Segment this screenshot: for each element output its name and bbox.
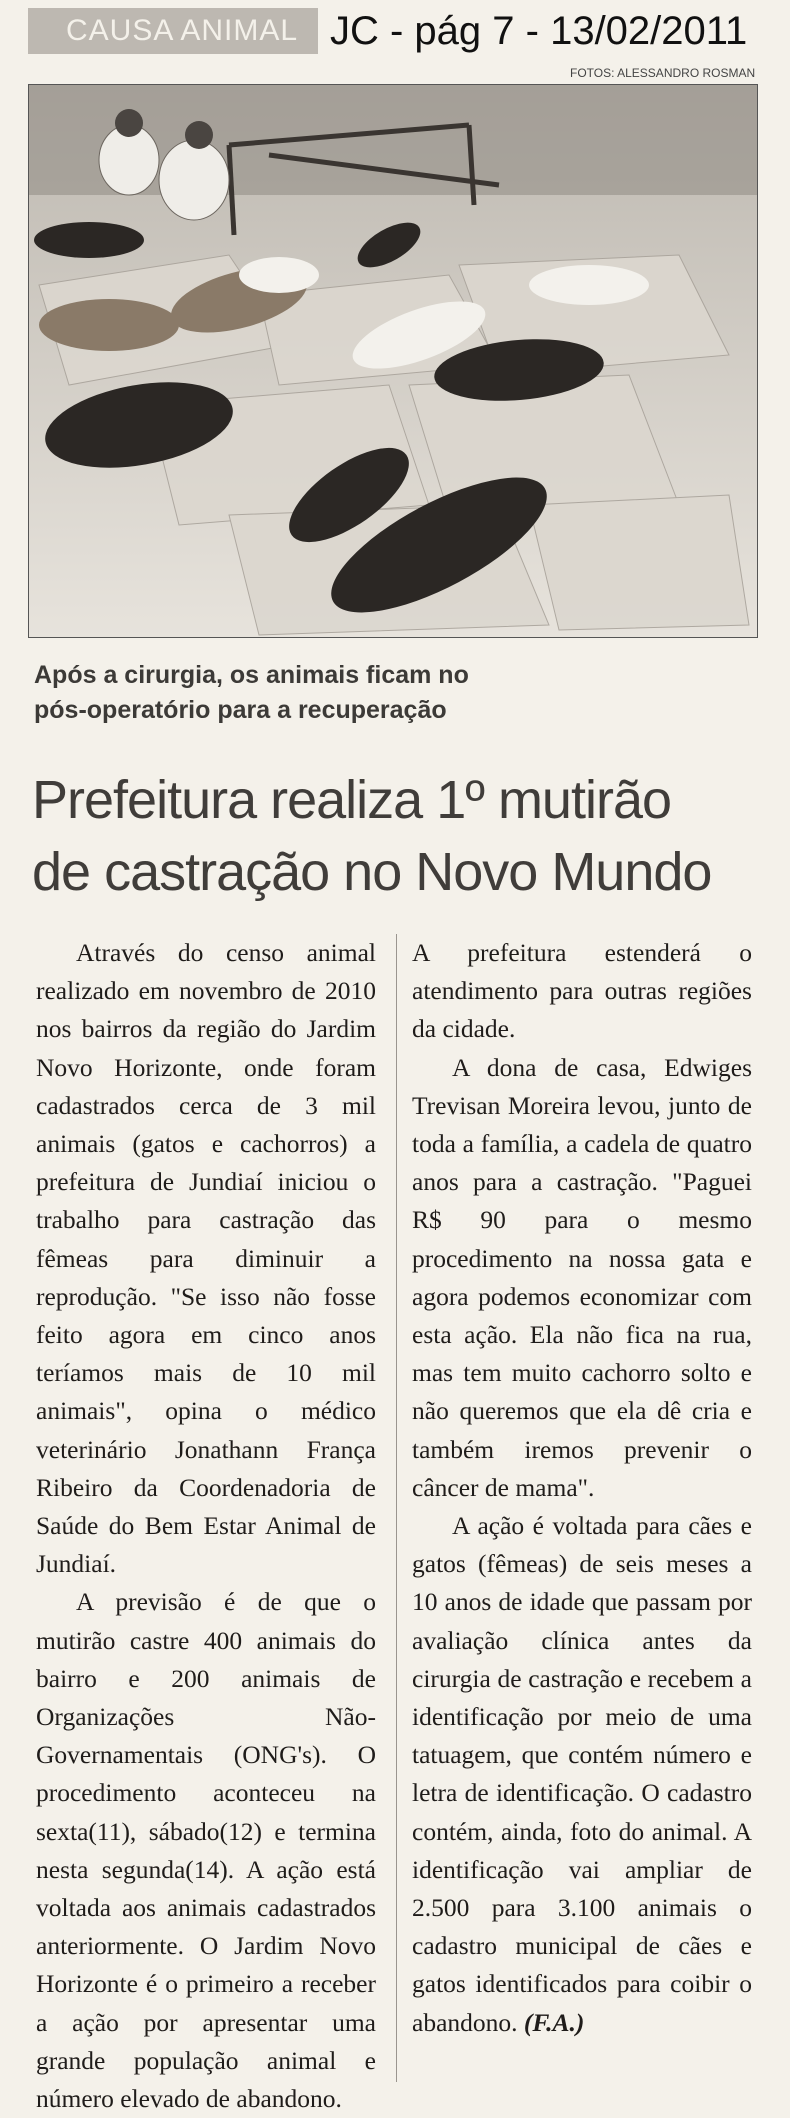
column-divider	[396, 934, 397, 2082]
page-header	[28, 6, 778, 56]
article-column-left	[36, 934, 376, 2118]
paragraph	[412, 1507, 752, 2042]
article-headline	[32, 764, 752, 908]
photo-caption	[34, 658, 734, 728]
paragraph: A prefeitura estenderá o atendimento para outras regiões da cidade.	[412, 938, 752, 1044]
caption-line: pós-operatório para a recuperação	[34, 696, 447, 724]
section-label: CAUSA ANIMAL	[28, 8, 318, 54]
paragraph: A dona de casa, Edwiges Trevisan Moreira levou, junto de toda a família, a cadela de quatro anos para a castração. "Paguei R$ 90 para o mesmo procedimento na nossa gata e agora podemos economizar com esta ação. Ela não fica na rua, mas tem muito cachorro solto e não queremos que ela dê cria e também iremos prevenir o câncer de mama".	[412, 1052, 752, 1502]
author-signature: (F.A.)	[523, 2007, 585, 2037]
headline-line: de castração no Novo Mundo	[32, 842, 712, 902]
paragraph: A previsão é de que o mutirão castre 400 animais do bairro e 200 animais de Organizações Não-Governamentais (ONG's). O procedimento aconteceu na sexta(11), sábado(12) e termina nesta segunda(14). A ação está voltada aos animais cadastrados anteriormente. O Jardim Novo Horizonte é o primeiro a receber a ação por apresentar uma grande população animal e número elevado de abandono.	[36, 1587, 376, 2114]
article-photo	[28, 84, 758, 638]
article-column-right	[412, 934, 752, 2042]
recovery-room-photo	[29, 85, 757, 637]
paragraph-text: A ação é voltada para cães e gatos (fêmeas) de seis meses a 10 anos de idade que passam por avaliação clínica antes da cirurgia de castração e recebem a identificação por meio de uma tatuagem, que contém número e letra de identificação. O cadastro contém, ainda, foto do animal. A identificação vai ampliar de 2.500 para 3.100 animais o cadastro municipal de cães e gatos identificados para coibir o abandono.	[412, 1511, 752, 2037]
page-stamp: JC - pág 7 - 13/02/2011	[330, 9, 748, 53]
caption-line: Após a cirurgia, os animais ficam no	[34, 661, 469, 689]
headline-line: Prefeitura realiza 1º mutirão	[32, 770, 672, 830]
paragraph: Através do censo animal realizado em novembro de 2010 nos bairros da região do Jardim Novo Horizonte, onde foram cadastrados cerca de 3 mil animais (gatos e cachorros) a prefeitura de Jundiaí iniciou o trabalho para castração das fêmeas para diminuir a reprodução. "Se isso não fosse feito agora em cinco anos teríamos mais de 10 mil animais", opina o médico veterinário Jonathann França Ribeiro da Coordenadoria de Saúde do Bem Estar Animal de Jundiaí.	[36, 938, 376, 1579]
photo-credit: FOTOS: ALESSANDRO ROSMAN	[570, 66, 756, 80]
